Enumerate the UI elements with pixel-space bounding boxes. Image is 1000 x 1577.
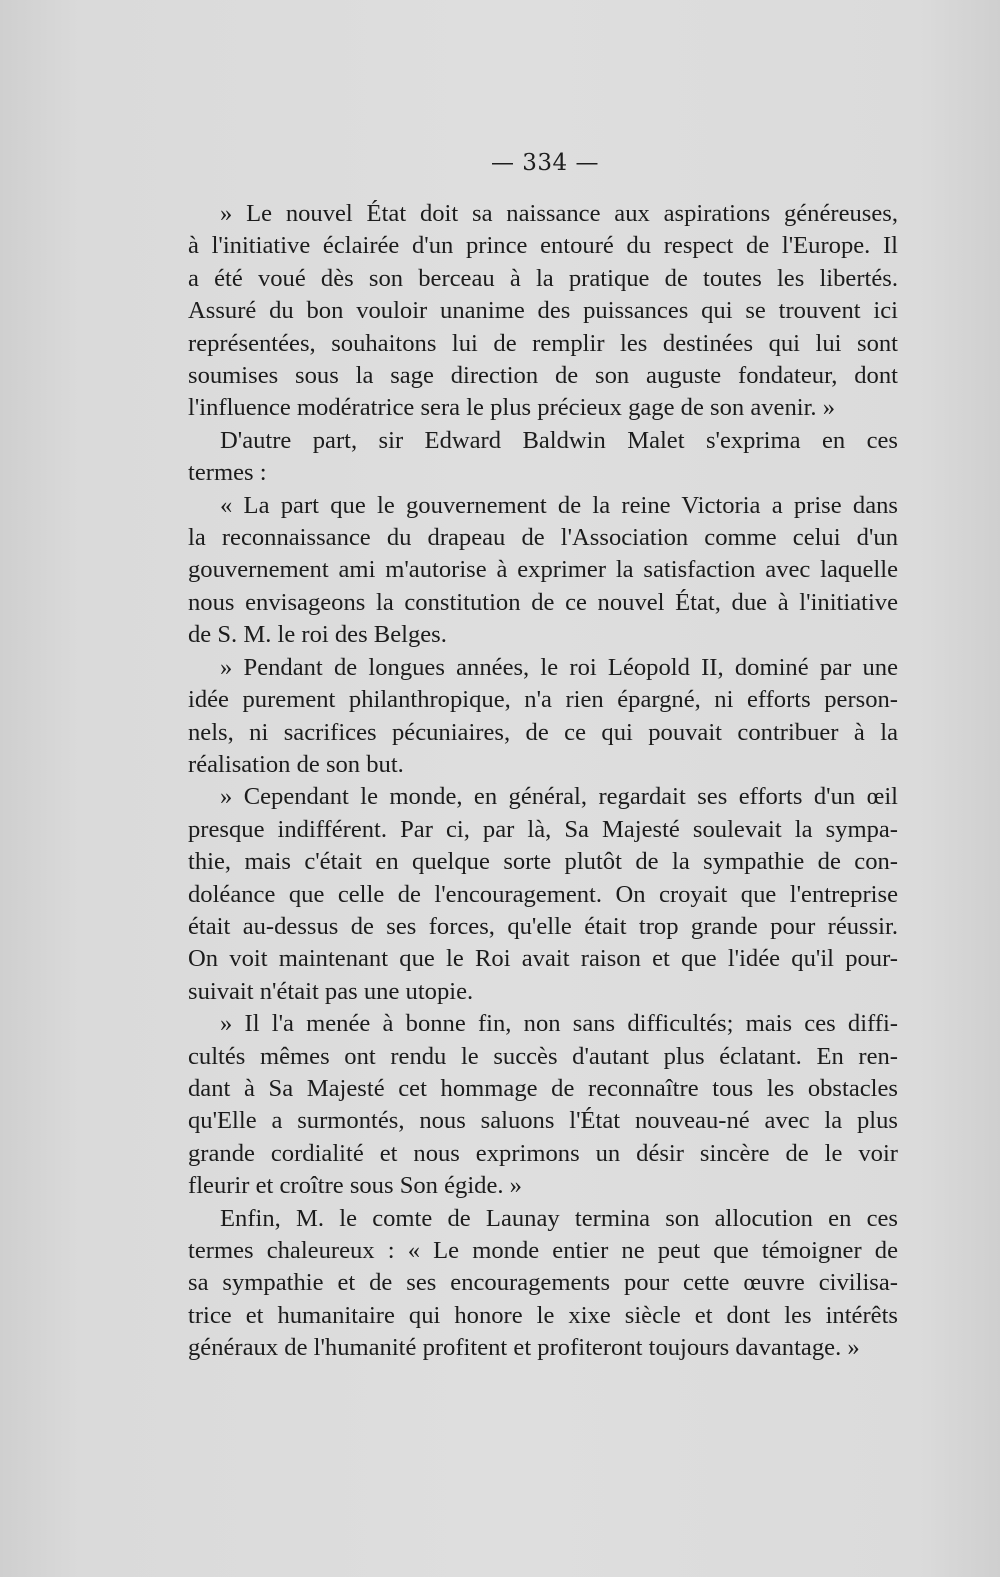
text-line: fleurir et croître sous Son égide. »	[188, 1172, 522, 1200]
text-line: idée purement philanthropique, n'a rien épargné, ni efforts person-	[188, 686, 898, 714]
text-line: termes :	[188, 459, 267, 487]
body-text	[188, 198, 898, 1365]
text-line: gouvernement ami m'autorise à exprimer la satisfaction avec laquelle	[188, 556, 898, 584]
text-line: était au-dessus de ses forces, qu'elle était trop grande pour réussir.	[188, 912, 898, 940]
paragraph	[188, 781, 898, 1008]
text-line: nels, ni sacrifices pécuniaires, de ce qui pouvait contribuer à la	[188, 718, 898, 746]
text-line: » Pendant de longues années, le roi Léopold II, dominé par une	[220, 653, 898, 681]
text-line: trice et humanitaire qui honore le xixe siècle et dont les intérêts	[188, 1301, 898, 1329]
text-line: dant à Sa Majesté cet hommage de reconnaître tous les obstacles	[188, 1074, 898, 1102]
text-line: de S. M. le roi des Belges.	[188, 621, 447, 649]
page-number: — 334 —	[490, 150, 600, 176]
text-line: réalisation de son but.	[188, 750, 404, 778]
text-line: termes chaleureux : « Le monde entier ne peut que témoigner de	[188, 1237, 898, 1264]
text-line: cultés mêmes ont rendu le succès d'autant plus éclatant. En ren-	[188, 1042, 898, 1070]
text-line: « La part que le gouvernement de la reine Victoria a prise dans	[220, 491, 898, 519]
text-line: Enfin, M. le comte de Launay termina son allocution en ces	[220, 1204, 898, 1232]
text-line: représentées, souhaitons lui de remplir les destinées qui lui sont	[188, 329, 898, 357]
text-line: doléance que celle de l'encouragement. On croyait que l'entreprise	[188, 880, 898, 908]
text-line: » Cependant le monde, en général, regardait ses efforts d'un œil	[220, 783, 898, 811]
text-line: thie, mais c'était en quelque sorte plutôt de la sympathie de con-	[188, 848, 898, 876]
text-line: a été voué dès son berceau à la pratique de toutes les libertés.	[188, 264, 898, 292]
paragraph	[188, 425, 898, 490]
paragraph	[188, 490, 898, 652]
text-line: qu'Elle a surmontés, nous saluons l'État nouveau-né avec la plus	[188, 1107, 898, 1135]
text-line: On voit maintenant que le Roi avait raison et que l'idée qu'il pour-	[188, 945, 898, 973]
paragraph	[188, 198, 898, 425]
text-line: » Le nouvel État doit sa naissance aux aspirations généreuses,	[220, 200, 898, 227]
text-line: nous envisageons la constitution de ce nouvel État, due à l'initiative	[188, 588, 898, 616]
text-line: D'autre part, sir Edward Baldwin Malet s'exprima en ces	[220, 426, 898, 454]
paragraph	[188, 652, 898, 782]
text-line: sa sympathie et de ses encouragements pour cette œuvre civilisa-	[188, 1269, 898, 1297]
text-line: Assuré du bon vouloir unanime des puissances qui se trouvent ici	[188, 297, 898, 325]
text-line: soumises sous la sage direction de son auguste fondateur, dont	[188, 362, 898, 390]
paragraph	[188, 1203, 898, 1365]
text-line: l'influence modératrice sera le plus précieux gage de son avenir. »	[188, 394, 836, 422]
text-line: la reconnaissance du drapeau de l'Association comme celui d'un	[188, 524, 898, 552]
text-line: suivait n'était pas une utopie.	[188, 977, 474, 1005]
text-line: presque indifférent. Par ci, par là, Sa Majesté soulevait la sympa-	[188, 815, 898, 843]
paragraph	[188, 1008, 898, 1202]
text-line: généraux de l'humanité profitent et profiteront toujours davantage. »	[188, 1334, 860, 1362]
text-line: » Il l'a menée à bonne fin, non sans difficultés; mais ces diffi-	[220, 1010, 898, 1038]
text-line: grande cordialité et nous exprimons un désir sincère de le voir	[188, 1139, 898, 1167]
text-line: à l'initiative éclairée d'un prince entouré du respect de l'Europe. Il	[188, 232, 898, 260]
